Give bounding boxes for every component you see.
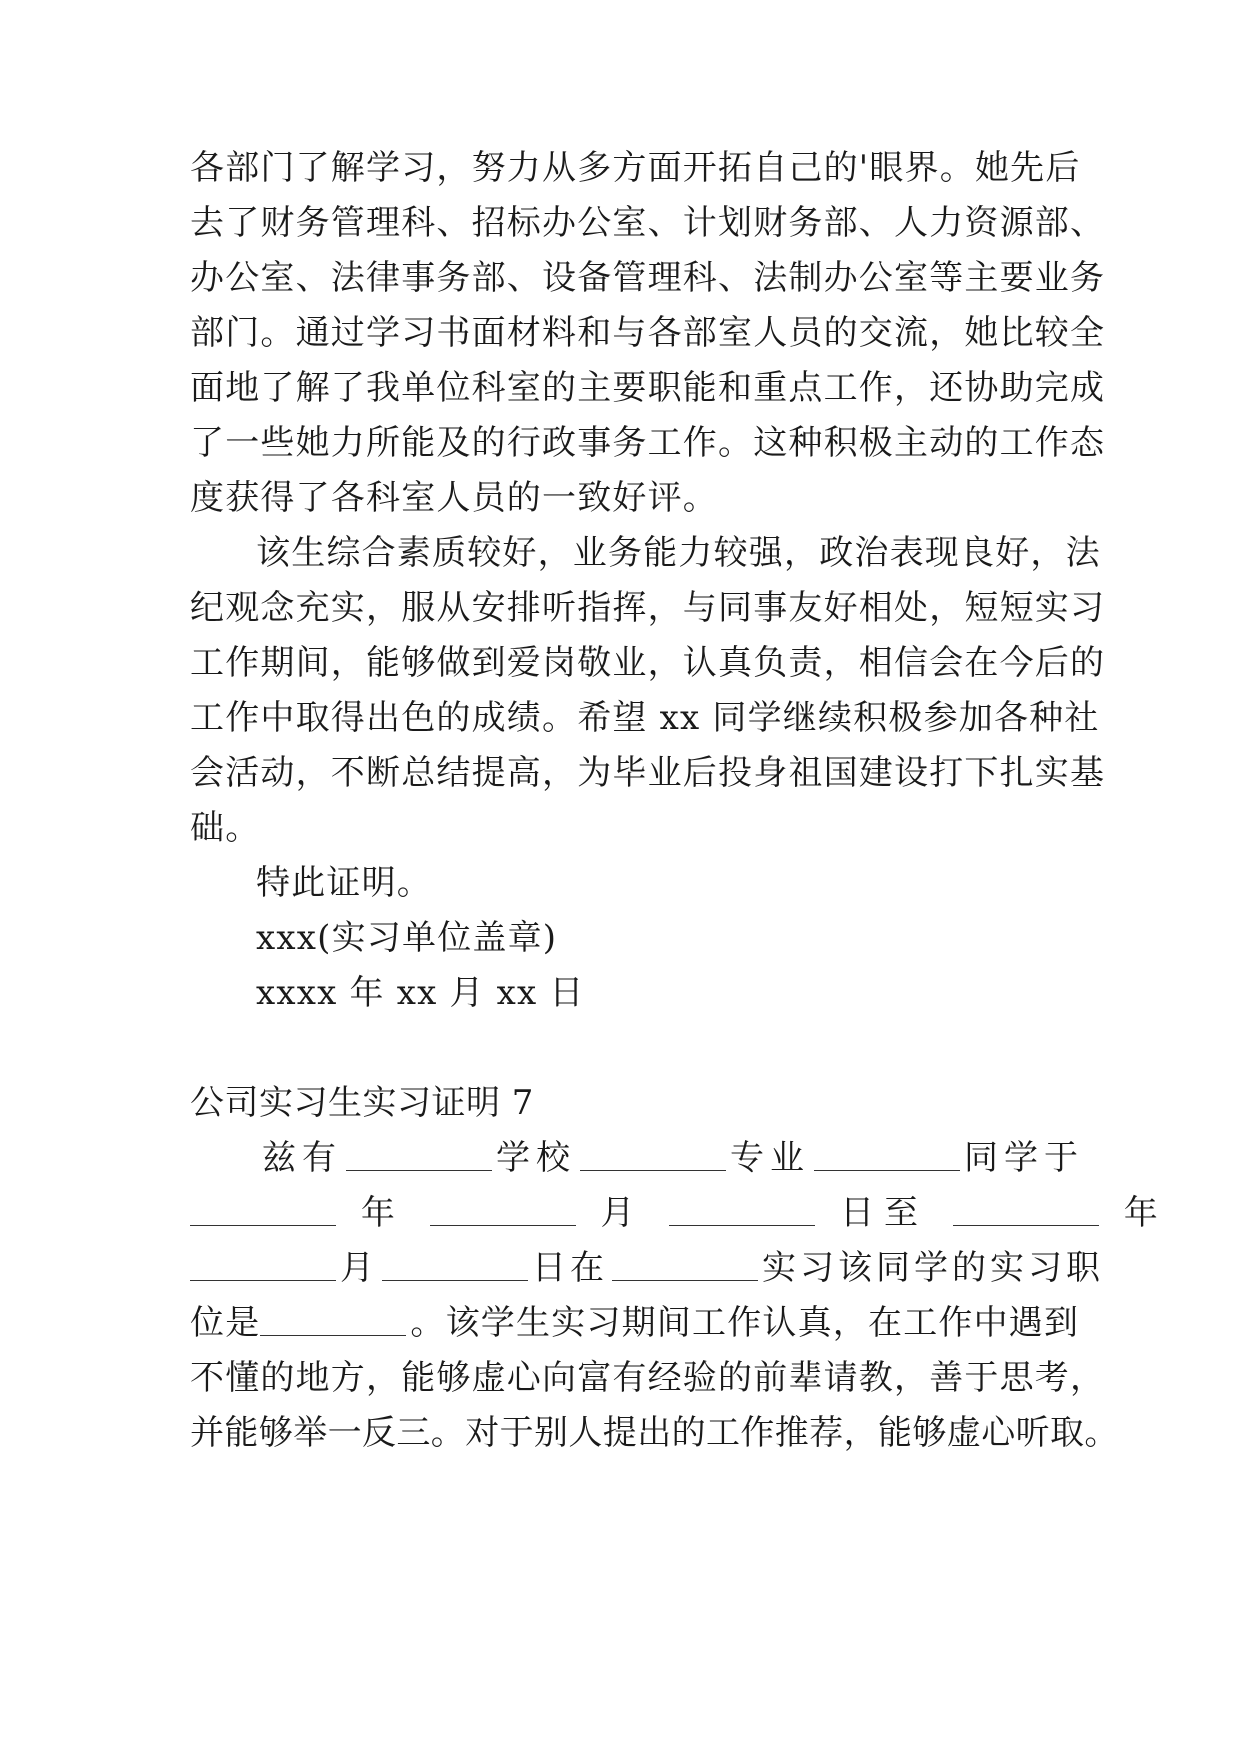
- fill-in-line: 年 月 日至 年: [190, 1193, 1070, 1233]
- paragraph-line: 办公室、法律事务部、设备管理科、法制办公室等主要业务: [190, 258, 1106, 298]
- paragraph-line: 度获得了各科室人员的一致好评。: [190, 478, 718, 518]
- blank-student: [814, 1140, 960, 1171]
- blank-company: [612, 1250, 758, 1281]
- blank-end-year: [953, 1195, 1099, 1226]
- certify-statement: 特此证明。: [256, 863, 432, 903]
- paragraph-line: 并能够举一反三。对于别人提出的工作推荐，能够虚心听取。: [190, 1413, 1119, 1453]
- blank-start-year: [190, 1195, 336, 1226]
- paragraph-line: 会活动，不断总结提高，为毕业后投身祖国建设打下扎实基: [190, 753, 1106, 793]
- fill-in-line: 位是 。该学生实习期间工作认真，在工作中遇到: [190, 1303, 1080, 1343]
- date-line: xxxx 年 xx 月 xx 日: [256, 973, 585, 1013]
- blank-end-month: [190, 1250, 336, 1281]
- signature-line: xxx(实习单位盖章): [256, 918, 558, 958]
- paragraph-line: 去了财务管理科、招标办公室、计划财务部、人力资源部、: [190, 203, 1106, 243]
- blank-major: [580, 1140, 726, 1171]
- paragraph-line: 该生综合素质较好，业务能力较强，政治表现良好，法: [256, 533, 1101, 573]
- paragraph-line: 工作期间，能够做到爱岗敬业，认真负责，相信会在今后的: [190, 643, 1106, 683]
- fill-in-line: 兹有 学校 专业 同学于: [262, 1138, 1084, 1178]
- blank-position: [260, 1305, 406, 1336]
- paragraph-line: 础。: [190, 808, 261, 848]
- paragraph-line: 部门。通过学习书面材料和与各部室人员的交流，她比较全: [190, 313, 1106, 353]
- paragraph-line: 不懂的地方，能够虚心向富有经验的前辈请教，善于思考，: [190, 1358, 1106, 1398]
- paragraph-line: 纪观念充实，服从安排听指挥，与同事友好相处，短短实习: [190, 588, 1106, 628]
- paragraph-line: 面地了解了我单位科室的主要职能和重点工作，还协助完成: [190, 368, 1106, 408]
- blank-start-month: [430, 1195, 576, 1226]
- blank-end-day: [382, 1250, 528, 1281]
- paragraph-line: 各部门了解学习，努力从多方面开拓自己的'眼界。她先后: [190, 148, 1081, 188]
- section-title: 公司实习生实习证明 7: [190, 1083, 534, 1123]
- paragraph-line: 了一些她力所能及的行政事务工作。这种积极主动的工作态: [190, 423, 1106, 463]
- blank-school: [346, 1140, 492, 1171]
- paragraph-line: 工作中取得出色的成绩。希望 xx 同学继续积极参加各种社: [190, 698, 1100, 738]
- blank-start-day: [669, 1195, 815, 1226]
- fill-in-line: 月 日在 实习该同学的实习职: [190, 1248, 1070, 1288]
